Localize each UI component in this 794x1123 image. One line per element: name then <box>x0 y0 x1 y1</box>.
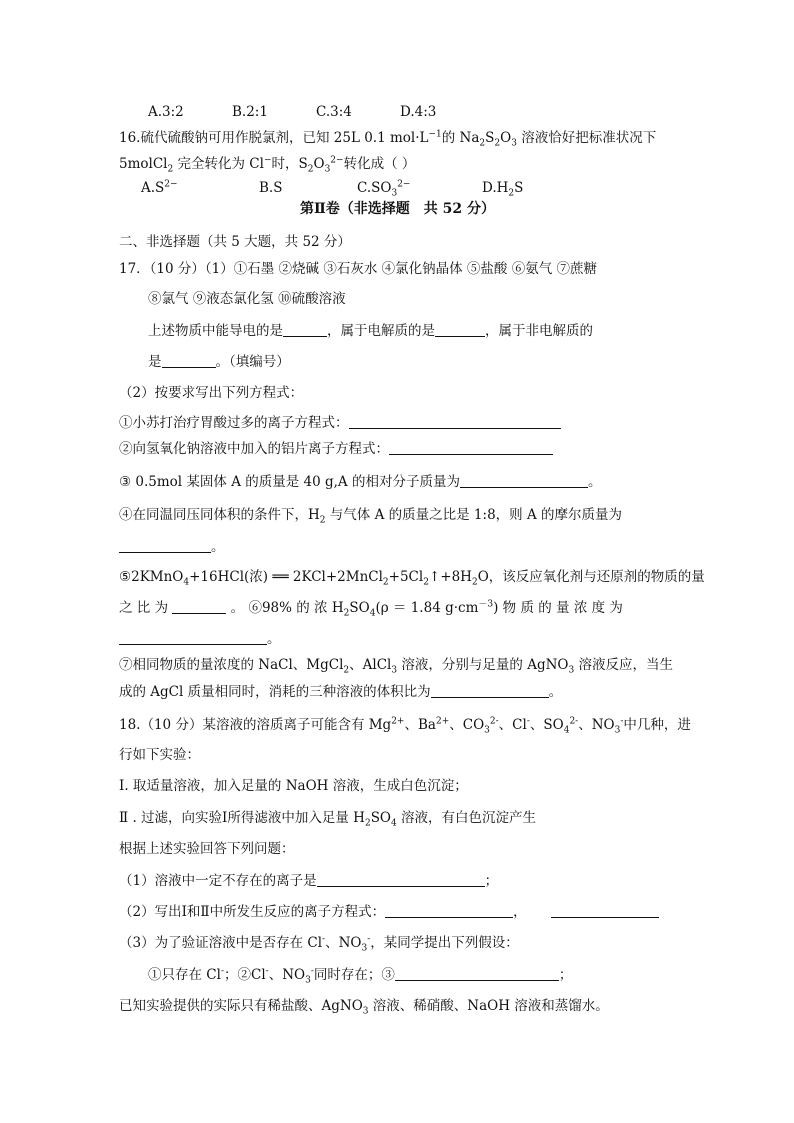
q16-option-b: B.S <box>259 180 283 196</box>
q15-options <box>148 103 436 121</box>
q18-hypotheses: ①只存在 Cl-；②Cl-、$NO_3^-$同时存在；③ ； <box>148 966 573 986</box>
q18-part1: （1）溶液中一定不存在的离子是 ； <box>119 873 499 889</box>
q18-part3: （3）为了验证溶液中是否存在 Cl-、$NO_3^-$，某同学提出下列假设： <box>119 934 519 954</box>
q16-options <box>141 179 523 197</box>
q17-item3: ③ 0.5mol 某固体 A 的质量是 40 g,A 的相对分子质量为 。 <box>119 474 602 490</box>
q18-line1: 18.（10 分）某溶液的溶质离子可能含有 $Mg^{2+}$、$Ba^{2+}$、$CO_3^{2-}$、Cl-、$SO_4^{2-}$、$NO_3^-$中几种，进 <box>119 716 691 736</box>
part2-heading: 二、非选择题（共 5 大题，共 52 分） <box>119 234 351 250</box>
q17-line2: ⑧氯气 ⑨液态氯化氢 ⑩硫酸溶液 <box>148 291 346 307</box>
q17-item7-line2: 成的 AgCl 质量相同时，消耗的三种溶液的体积比为 。 <box>119 684 563 700</box>
q18-exp1: Ⅰ. 取适量溶液，加入足量的 NaOH 溶液，生成白色沉淀； <box>119 778 468 794</box>
answer-blank[interactable] <box>395 966 559 981</box>
answer-blank[interactable] <box>119 538 211 553</box>
q18-part2: （2）写出Ⅰ和Ⅱ中所发生反应的离子方程式： ， <box>119 903 659 921</box>
q17-item2: ②向氢氧化钠溶液中加入的铝片离子方程式： <box>119 440 553 458</box>
q16-option-d: $D.H_2S$ <box>482 180 524 199</box>
q17-line4: 是 。（填编号） <box>148 354 290 370</box>
answer-blank[interactable] <box>349 414 561 429</box>
q17-item6-answer: 。 <box>119 630 281 648</box>
q18-reagents: 已知实验提供的实际只有稀盐酸、AgNO$_3$ 溶液、稀硝酸、NaOH 溶液和蒸馏水。 <box>119 998 609 1017</box>
q18-line2: 行如下实验： <box>119 747 200 763</box>
answer-blank[interactable] <box>389 440 553 455</box>
q18-exp2: Ⅱ . 过滤，向实验Ⅰ所得滤液中加入足量 $H_2SO_4$ 溶液，有白色沉淀产生 <box>119 810 537 829</box>
q17-item1: ①小苏打治疗胃酸过多的离子方程式： <box>119 414 561 432</box>
q17-item4-answer: 。 <box>119 538 225 556</box>
q16-option-a: $A.S^{2-}$ <box>141 179 178 196</box>
answer-blank[interactable] <box>435 322 485 337</box>
q15-option-a: A.3:2 <box>148 104 184 120</box>
answer-blank[interactable] <box>162 353 216 368</box>
q16-stem-line1: 16.硫代硫酸钠可用作脱氯剂，已知 25L 0.1 $mol\cdot L^{-1}$的 $Na_2S_2O_3$ 溶液恰好把标准状况下 <box>119 129 657 149</box>
q15-option-c: C.3:4 <box>316 104 352 120</box>
q18-intro: 根据上述实验回答下列问题： <box>119 841 295 857</box>
answer-blank[interactable] <box>431 683 549 698</box>
q17-line3: 上述物质中能导电的是 ，属于电解质的是 ，属于非电解质的 <box>148 323 593 339</box>
q17-item4: ④在同温同压同体积的条件下，$H_2$ 与气体 A 的质量之比是 1:8，则 A 的摩尔质量为 <box>119 507 622 526</box>
q17-item5: ⑤2KMnO$_4$+16HCl(浓) ══ $2KCl+2MnCl_2+5Cl_2↑+8H_2O$，该反应氧化剂与还原剂的物质的量 <box>119 569 705 588</box>
answer-blank[interactable] <box>460 473 588 488</box>
answer-blank[interactable] <box>385 903 513 918</box>
q15-option-b: B.2:1 <box>232 104 268 120</box>
q17-item5-line2: 之 比 为 。 ⑥98% 的 浓 $H_2SO_4(\rho = 1.84$ $g\cdot cm^{-3}$) 物 质 的 量 浓 度 为 <box>119 599 623 619</box>
q17-sub2: （2）按要求写出下列方程式： <box>119 385 304 401</box>
answer-blank[interactable] <box>317 872 485 887</box>
q16-option-c: $C.SO_3^{2-}$ <box>357 179 411 199</box>
answer-blank[interactable] <box>551 903 659 918</box>
answer-blank[interactable] <box>283 322 327 337</box>
q16-stem-line2: 5molCl$_2$ 完全转化为 Cl−时，$S_2O_3^{2-}$转化成（ ） <box>119 155 416 175</box>
answer-blank[interactable] <box>172 599 226 614</box>
q15-option-d: D.4:3 <box>400 104 437 120</box>
q17-line1: 17．（10 分）（1）①石墨 ②烧碱 ③石灰水 ④氯化钠晶体 ⑤盐酸 ⑥氨气 ⑦蔗糖 <box>119 261 597 277</box>
section-title: 第Ⅱ卷（非选择题 共 52 分） <box>300 201 496 217</box>
q17-item7: ⑦相同物质的量浓度的 NaCl、MgCl$_2$、AlCl$_3$ 溶液，分别与足量的 AgNO$_3$ 溶液反应，当生 <box>119 657 673 676</box>
answer-blank[interactable] <box>119 630 267 645</box>
